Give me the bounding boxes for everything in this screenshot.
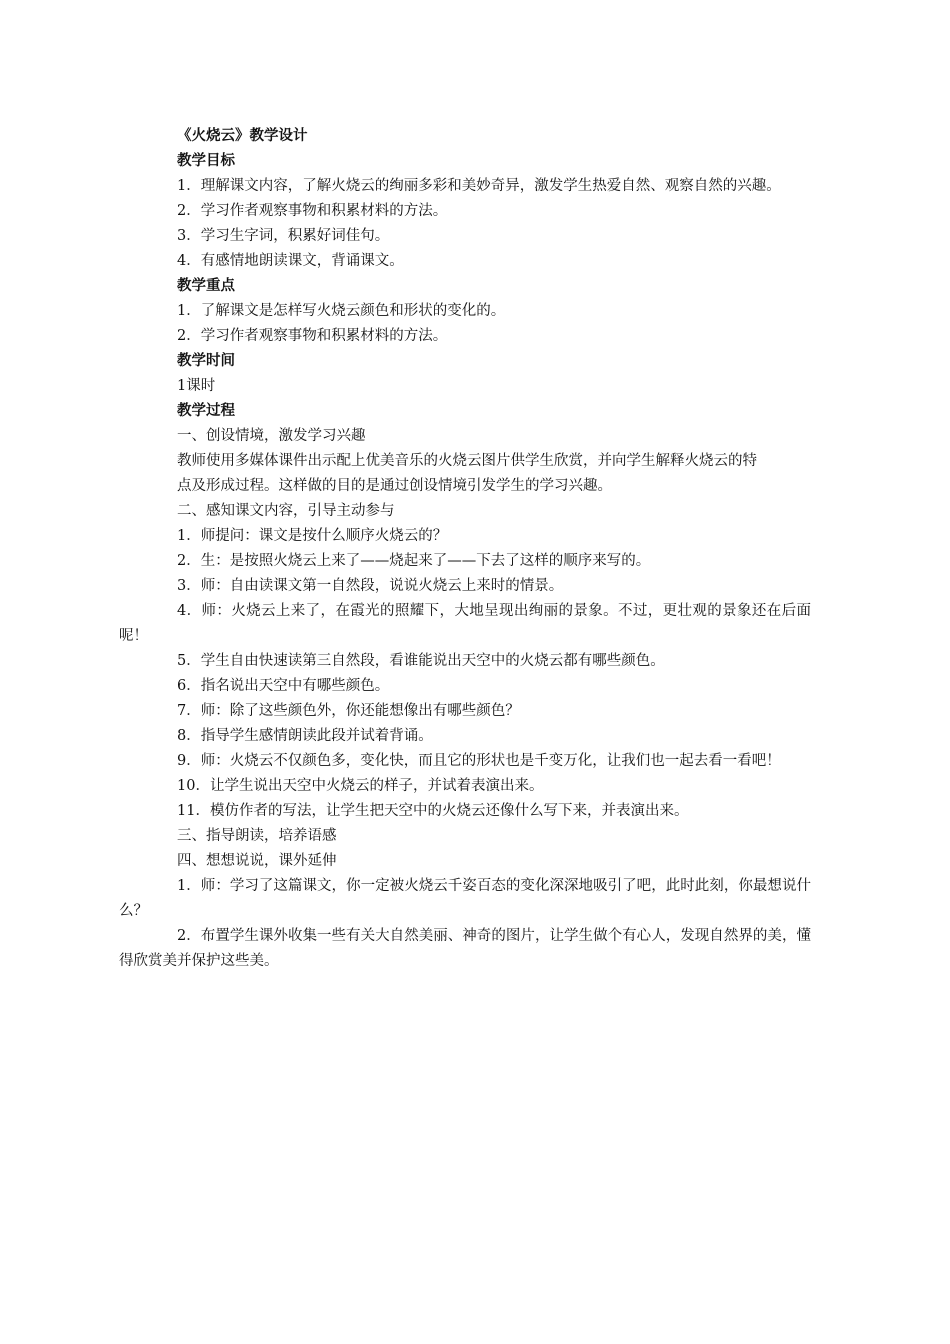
process-part3-title: 三、指导朗读，培养语感 [177,828,337,844]
process-part2-item: 7．师：除了这些颜色外，你还能想像出有哪些颜色？ [177,703,520,719]
process-part4-title: 四、想想说说，课外延伸 [177,853,337,869]
process-part2-item: 6．指名说出天空中有哪些颜色。 [177,678,390,694]
document-page [119,124,811,974]
process-part2-item: 3．师：自由读课文第一自然段，说说火烧云上来时的情景。 [177,578,564,594]
key-point-item: 2．学习作者观察事物和积累材料的方法。 [177,328,448,344]
process-part4-item: 1．师：学习了这篇课文，你一定被火烧云千姿百态的变化深深地吸引了吧，此时此刻，你最想说什么？ [119,878,811,919]
process-part2-item: 11．模仿作者的写法，让学生把天空中的火烧云还像什么写下来，并表演出来。 [177,803,689,819]
goal-item: 3．学习生字词，积累好词佳句。 [177,228,390,244]
goal-item: 4．有感情地朗读课文，背诵课文。 [177,253,404,269]
heading-time: 教学时间 [177,353,235,369]
process-part2-item: 5．学生自由快速读第三自然段，看谁能说出天空中的火烧云都有哪些颜色。 [177,653,665,669]
process-part2-item: 8．指导学生感情朗读此段并试着背诵。 [177,728,433,744]
process-part2-item: 10．让学生说出天空中火烧云的样子，并试着表演出来。 [177,778,544,794]
process-part1-title: 一、创设情境，激发学习兴趣 [177,428,366,444]
process-part1-text: 教师使用多媒体课件出示配上优美音乐的火烧云图片供学生欣赏，并向学生解释火烧云的特 [177,453,757,469]
process-part2-item: 1．师提问：课文是按什么顺序火烧云的？ [177,528,448,544]
process-part1-text-cont: 点及形成过程。这样做的目的是通过创设情境引发学生的学习兴趣。 [177,478,612,494]
process-part2-item: 4．师：火烧云上来了，在霞光的照耀下，大地呈现出绚丽的景象。不过，更壮观的景象还在后面呢！ [119,603,811,644]
heading-key-points: 教学重点 [177,278,235,294]
document-title: 《火烧云》教学设计 [177,128,308,144]
goal-item: 1．理解课文内容，了解火烧云的绚丽多彩和美妙奇异，激发学生热爱自然、观察自然的兴趣。 [177,178,781,194]
key-point-item: 1．了解课文是怎样写火烧云颜色和形状的变化的。 [177,303,506,319]
heading-goals: 教学目标 [177,153,235,169]
process-part4-item: 2．布置学生课外收集一些有关大自然美丽、神奇的图片，让学生做个有心人，发现自然界的美，懂得欣赏美并保护这些美。 [119,928,811,969]
time-value: 1课时 [177,378,216,394]
process-part2-title: 二、感知课文内容，引导主动参与 [177,503,395,519]
goal-item: 2．学习作者观察事物和积累材料的方法。 [177,203,448,219]
heading-process: 教学过程 [177,403,235,419]
process-part2-item: 2．生：是按照火烧云上来了——烧起来了——下去了这样的顺序来写的。 [177,553,651,569]
process-part2-item: 9．师：火烧云不仅颜色多，变化快，而且它的形状也是千变万化，让我们也一起去看一看吧！ [177,753,781,769]
